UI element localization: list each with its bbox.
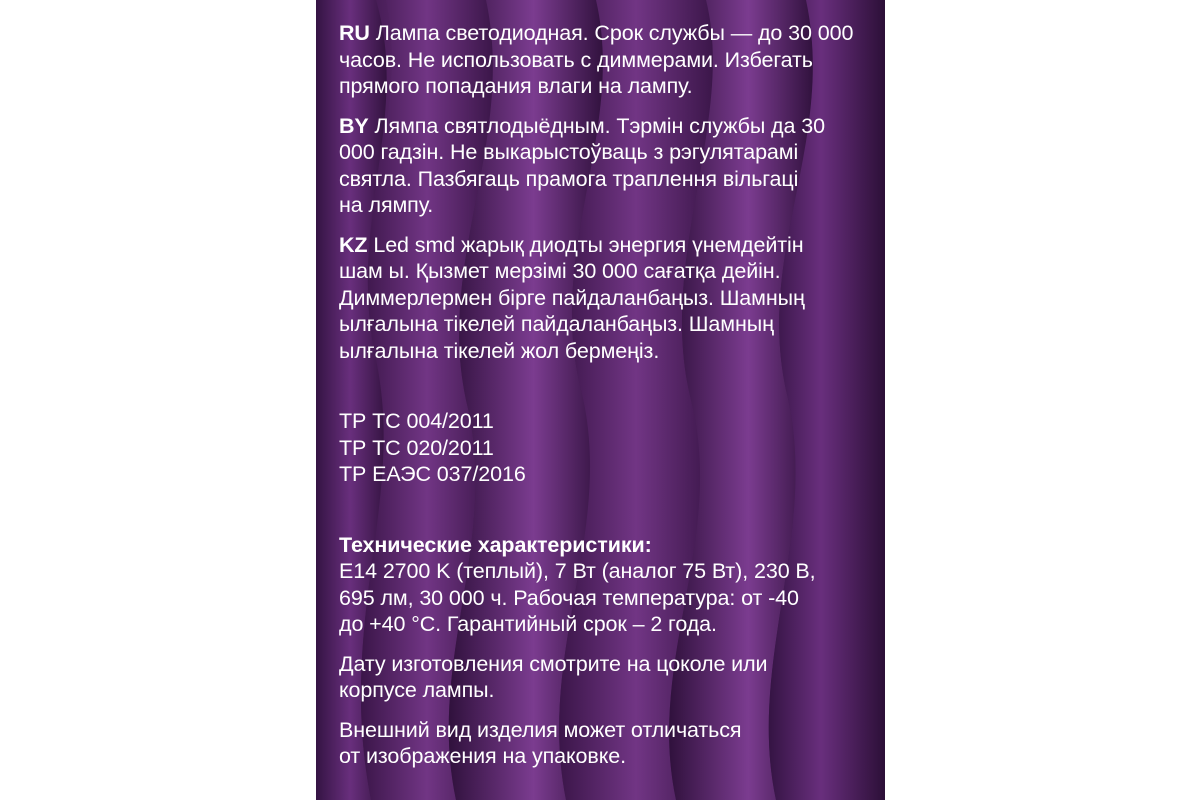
specs-line-3: до +40 °С. Гарантийный срок – 2 года. <box>339 612 717 636</box>
kz-text-1: Led smd жарық диодты энергия үнемдейтін <box>373 232 804 257</box>
kz-line-2: шам ы. Қызмет мерзімі 30 000 сағатқа дейін. <box>339 259 781 283</box>
kz-code: KZ <box>339 232 368 257</box>
by-line-2: 000 гадзін. Не выкарыстоўваць з рэгулятарамі <box>339 140 799 164</box>
manufacture-line-1: Дату изготовления смотрите на цоколе или <box>339 651 768 676</box>
kz-line-5: ылғалына тікелей жол бермеңіз. <box>339 338 660 363</box>
by-line-3: святла. Пазбягаць прамога траплення вільгаці <box>339 166 799 191</box>
ru-paragraph <box>339 20 879 100</box>
ru-code: RU <box>339 21 370 45</box>
manufacture-line-2: корпусе лампы. <box>339 678 495 702</box>
specs-heading: Технические характеристики: <box>339 532 652 557</box>
standards-list <box>339 408 879 488</box>
instruction-text <box>339 20 879 770</box>
standard-item: ТР ТС 004/2011 <box>339 409 494 433</box>
by-paragraph <box>339 113 879 219</box>
appearance-line-2: от изображения на упаковке. <box>339 744 627 768</box>
by-code: BY <box>339 113 369 138</box>
by-line-1 <box>339 113 879 140</box>
specs-line-1: E14 2700 K (теплый), 7 Вт (аналог 75 Вт), 230 В, <box>339 559 816 583</box>
ru-line-1 <box>339 20 879 47</box>
kz-line-4: ылғалына тікелей пайдаланбаңыз. Шамның <box>339 312 774 336</box>
ru-line-3: прямого попадания влаги на лампу. <box>339 74 693 98</box>
kz-line-3: Диммерлермен бірге пайдаланбаңыз. Шамның <box>339 285 805 310</box>
manufacture-note <box>339 651 879 704</box>
kz-paragraph <box>339 232 879 365</box>
by-text-1: Лямпа святлодыёдным. Тэрмін службы да 30 <box>374 113 825 138</box>
packaging-panel <box>316 0 885 800</box>
ru-line-2: часов. Не использовать с диммерами. Избегать <box>339 47 813 72</box>
kz-line-1 <box>339 232 879 259</box>
specs-line-2: 695 лм, 30 000 ч. Рабочая температура: от -40 <box>339 585 799 610</box>
standard-item: ТР ТС 020/2011 <box>339 435 494 460</box>
by-line-4: на лямпу. <box>339 193 434 217</box>
ru-text-1: Лампа светодиодная. Срок службы — до 30 000 <box>375 21 854 45</box>
standard-item: ТР ЕАЭС 037/2016 <box>339 462 526 486</box>
appearance-line-1: Внешний вид изделия может отличаться <box>339 717 742 742</box>
appearance-note <box>339 717 879 770</box>
specs-paragraph <box>339 532 879 638</box>
